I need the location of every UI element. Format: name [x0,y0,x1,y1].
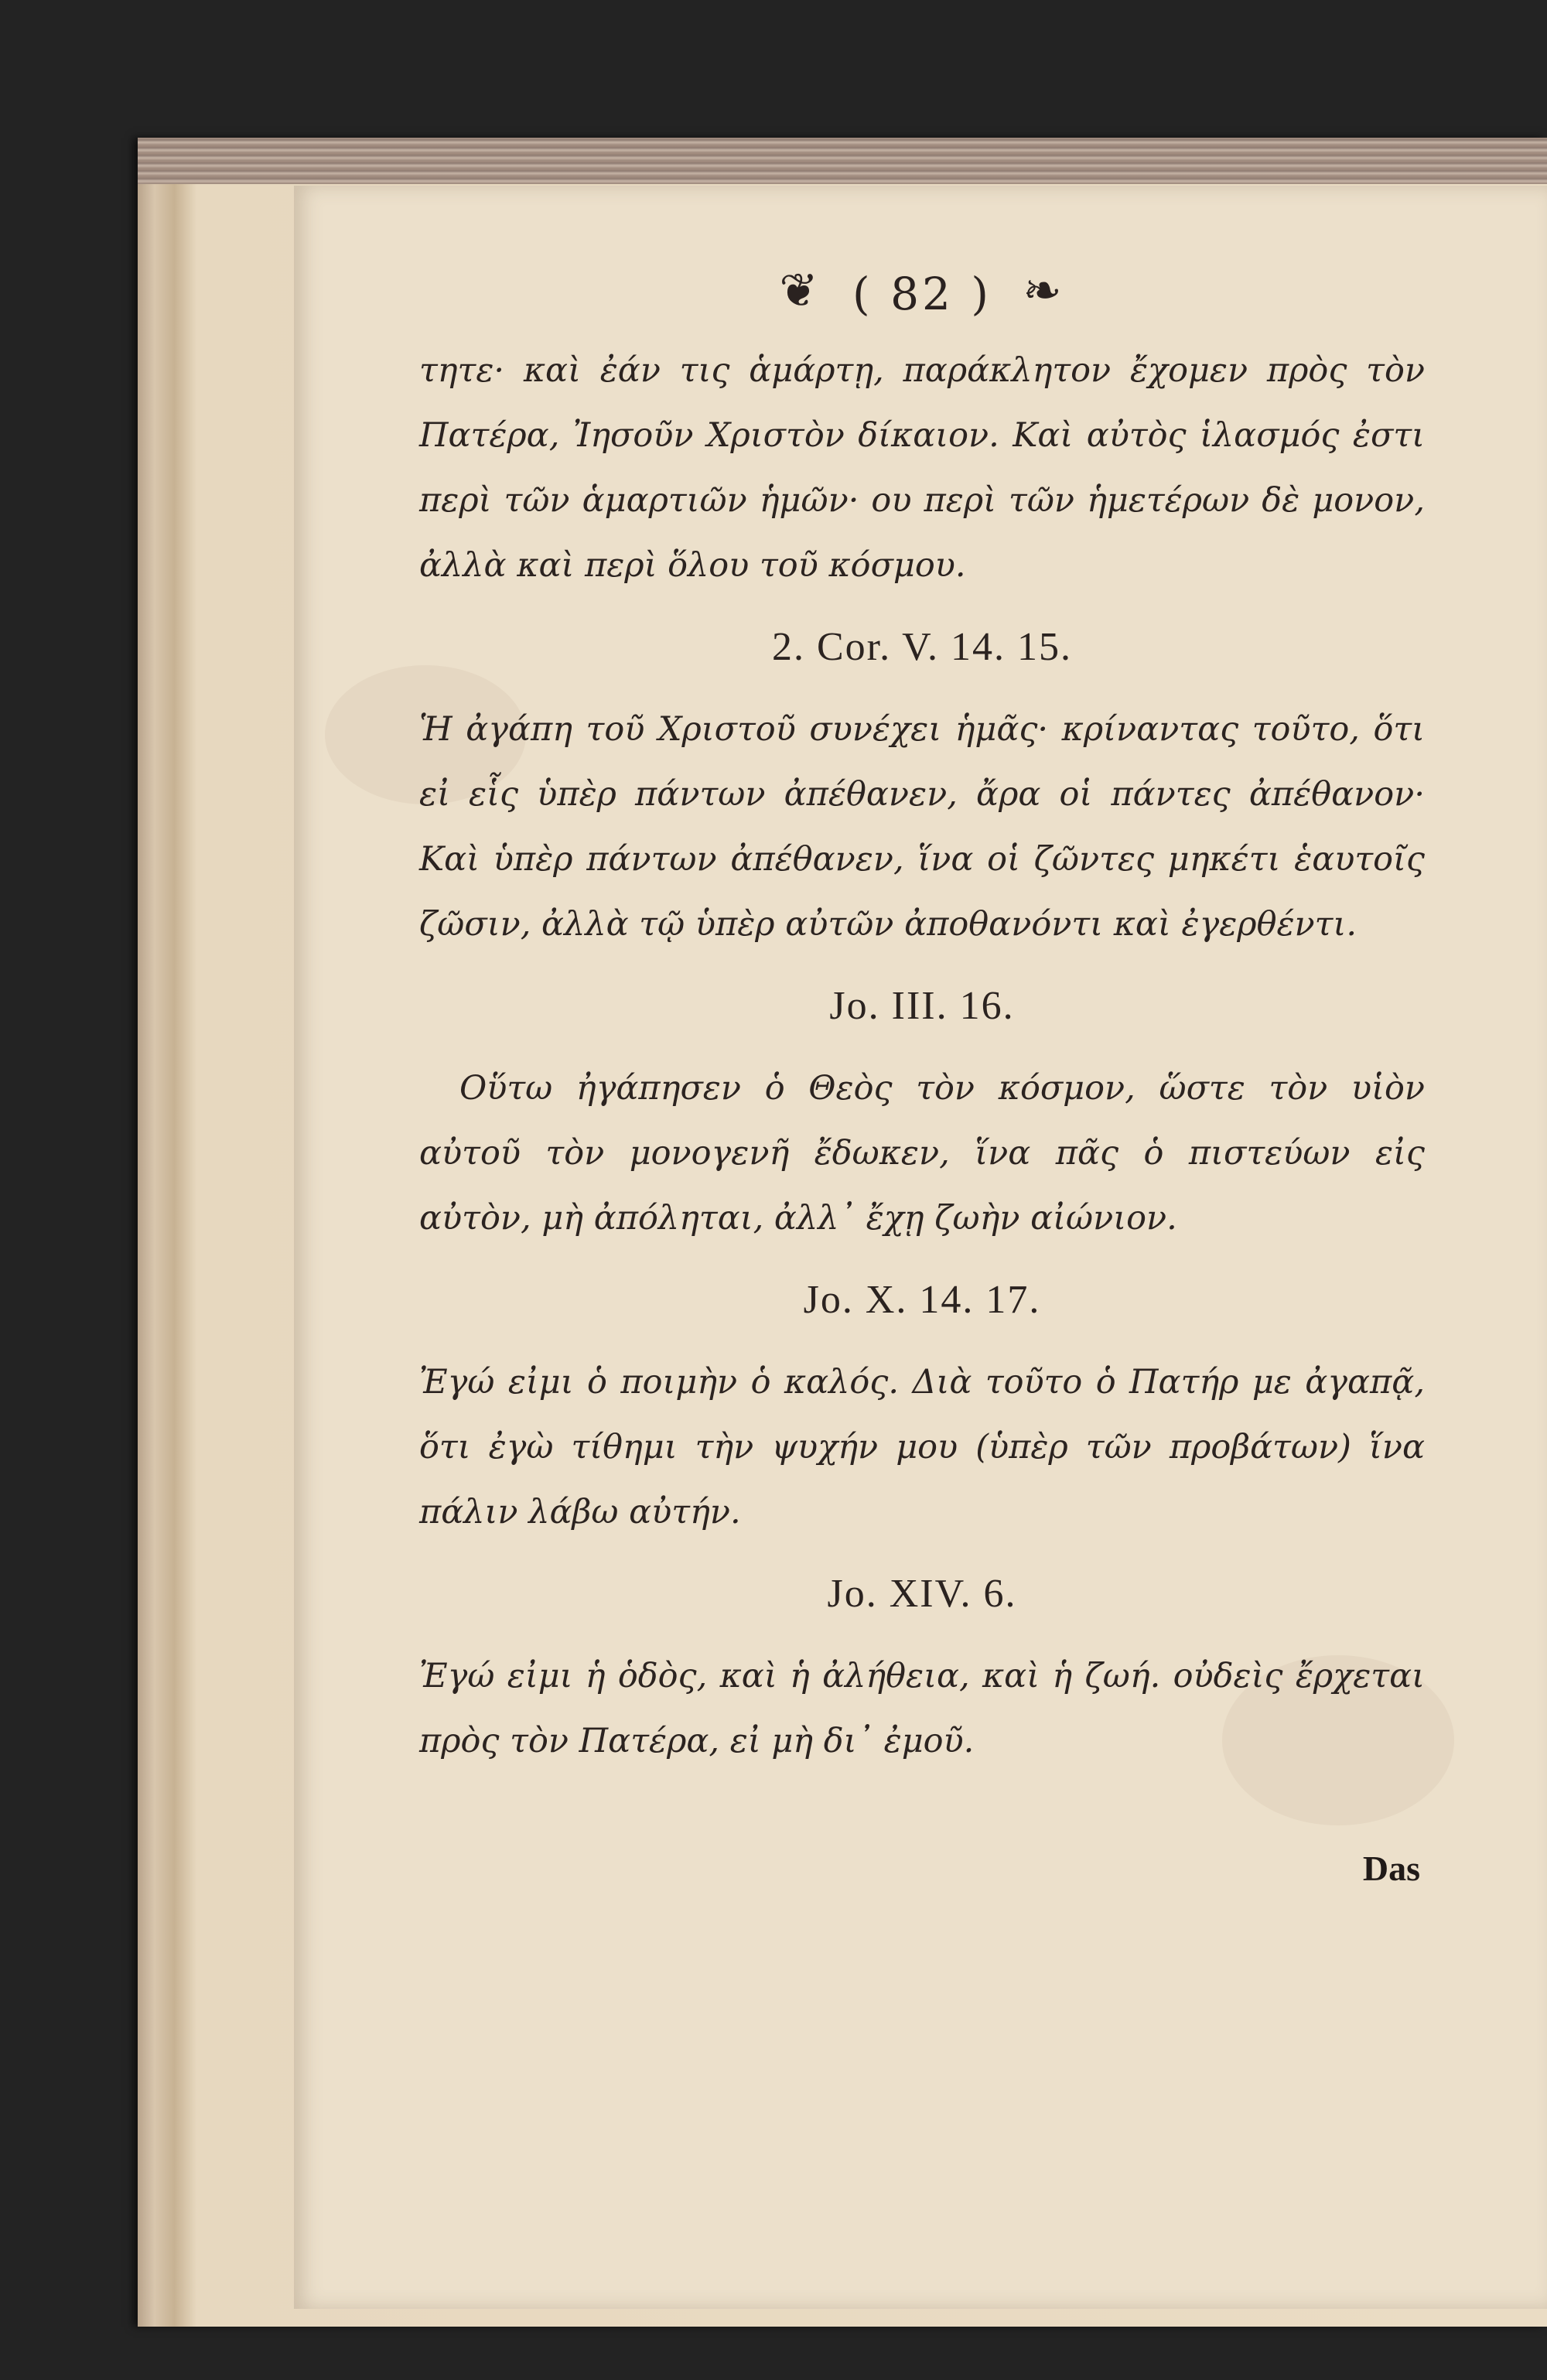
verse-text: Ἡ ἀγάπη τοῦ Χριστοῦ συνέχει ἡμᾶς· κρίναντας τοῦτο, ὅτι εἰ εἷς ὑπὲρ πάντων ἀπέθανεν, ἄρα οἱ πάντες ἀπέθανον· Καὶ ὑπὲρ πάντων ἀπέθανεν, ἵνα οἱ ζῶντες μηκέτι ἑαυτοῖς ζῶσιν, ἀλλὰ τῷ ὑπὲρ αὐτῶν ἀποθανόντι καὶ ἐγερθέντι. [419,710,1425,944]
verse-text-continued: τητε· καὶ ἐάν τις ἁμάρτῃ, παράκλητον ἔχομεν πρὸς τὸν Πατέρα, Ἰησοῦν Χριστὸν δίκαιον. Καὶ αὐτὸς ἱλασμός ἐστι περὶ τῶν ἁμαρτιῶν ἡμῶν· ου περὶ τῶν ἡμετέρων δὲ μονον, ἀλλὰ καὶ περὶ ὅλου τοῦ κόσμου. [419,351,1425,585]
book-page [294,186,1547,2309]
scripture-reference: Jo. III. 16. [829,984,1015,1028]
page-number: ( 82 ) [852,268,992,320]
scripture-reference: Jo. XIV. 6. [827,1572,1017,1616]
scripture-reference: Jo. X. 14. 17. [803,1278,1041,1322]
left-ornament-icon: ❦ [779,264,821,318]
catchword: Das [1362,1849,1420,1888]
page-content [419,259,1425,1889]
scripture-reference: 2. Cor. V. 14. 15. [771,625,1073,669]
verse-text: Οὕτω ἠγάπησεν ὁ Θεὸς τὸν κόσμον, ὥστε τὸν υἱὸν αὐτοῦ τὸν μονογενῆ ἔδωκεν, ἵνα πᾶς ὁ πιστεύων εἰς αὐτὸν, μὴ ἀπόληται, ἀλλ᾽ ἔχῃ ζωὴν αἰώνιον. [419,1069,1425,1238]
book-top-edge [138,138,1547,184]
right-ornament-icon: ❧ [1023,264,1065,318]
verse-text: Ἐγώ εἰμι ὁ ποιμὴν ὁ καλός. Διὰ τοῦτο ὁ Πατήρ με ἀγαπᾷ, ὅτι ἐγὼ τίθημι τὴν ψυχήν μου (ὑπὲρ τῶν προβάτων) ἵνα πάλιν λάβω αὐτήν. [419,1363,1425,1531]
verse-text: Ἐγώ εἰμι ἡ ὁδὸς, καὶ ἡ ἀλήθεια, καὶ ἡ ζωή. οὐδεὶς ἔρχεται πρὸς τὸν Πατέρα, εἰ μὴ δι᾽ ἐμοῦ. [419,1657,1425,1760]
page-header [419,259,1425,329]
